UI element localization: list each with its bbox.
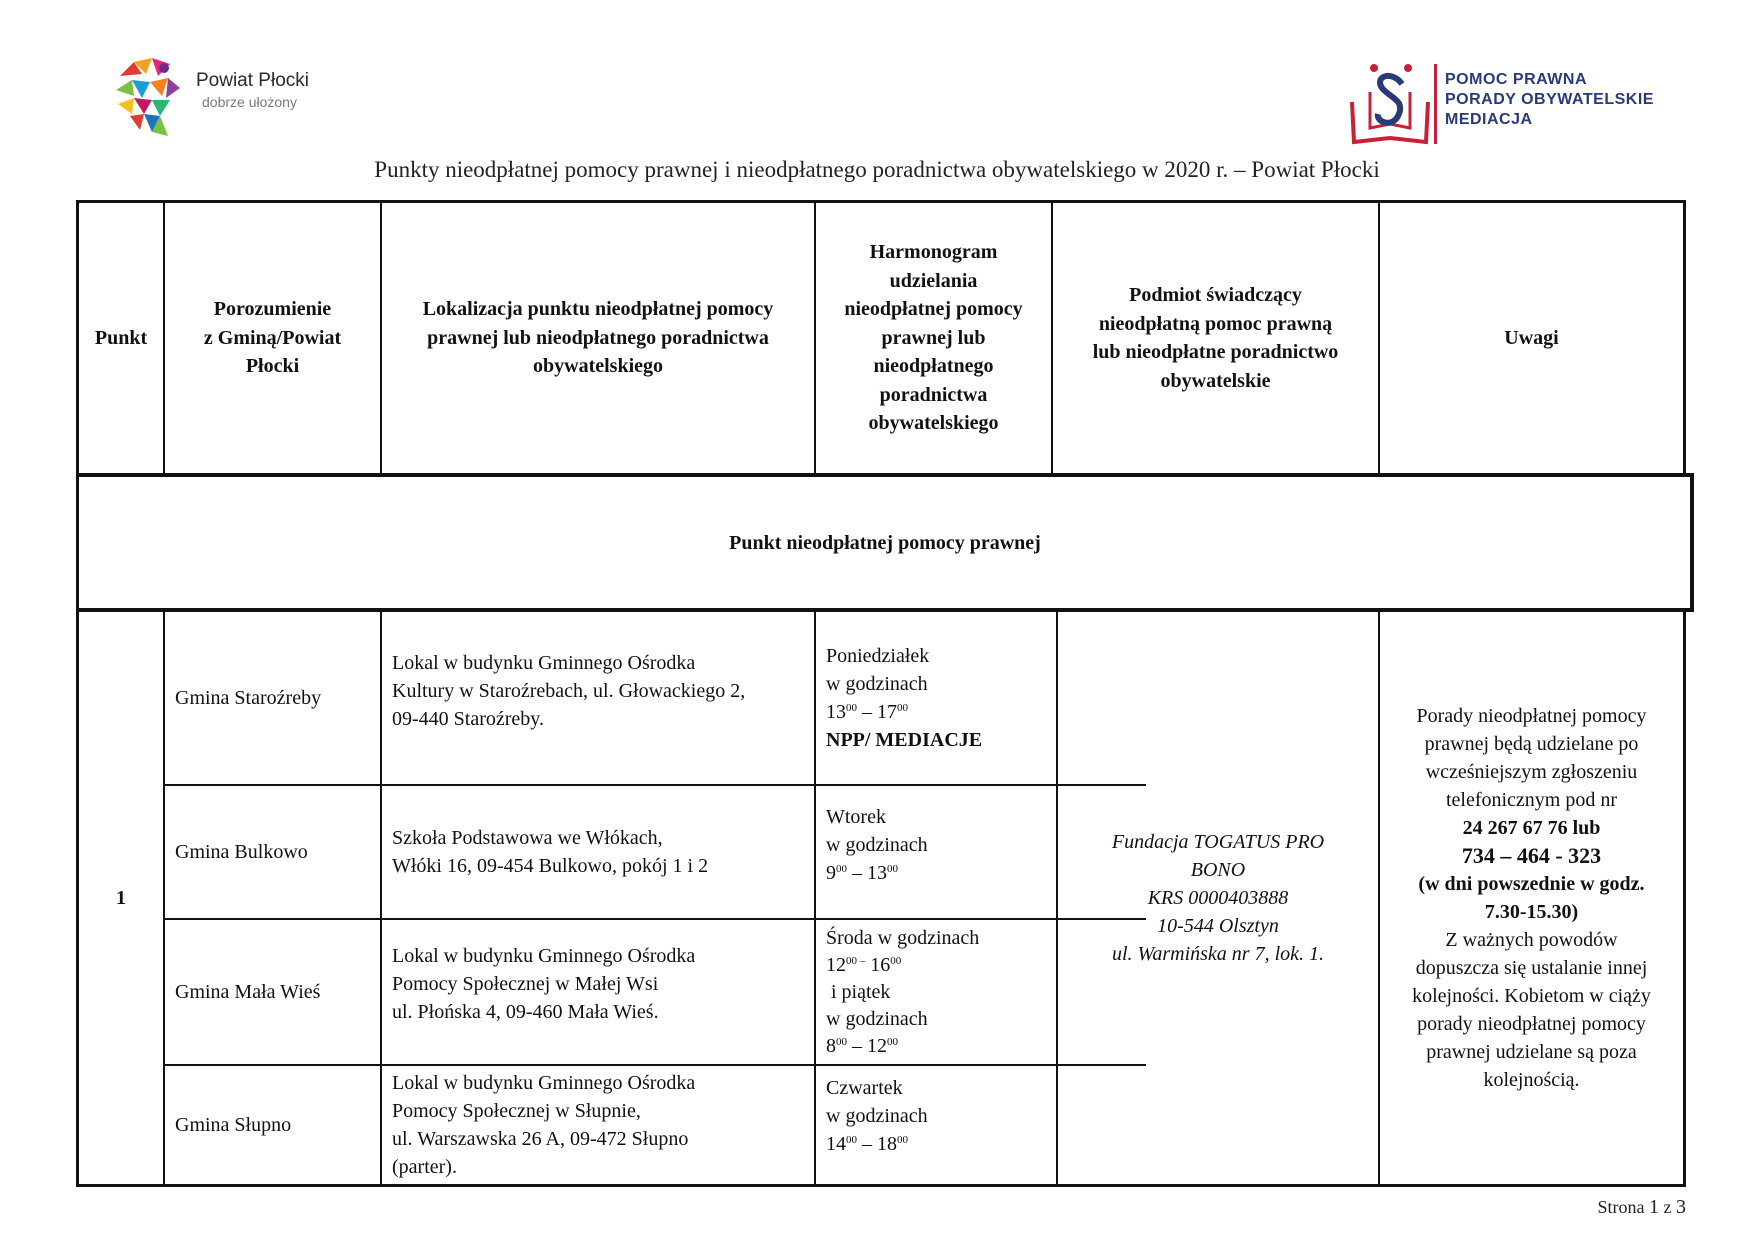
table-row-gmina bbox=[175, 612, 380, 784]
header-podmiot-line: obywatelskie bbox=[1160, 369, 1271, 392]
lokalizacja-line: Włóki 16, 09-454 Bulkowo, pokój 1 i 2 bbox=[392, 855, 709, 877]
provider-line: ul. Warmińska nr 7, lok. 1. bbox=[1111, 943, 1325, 965]
header-harmonogram-line: udzielania bbox=[889, 269, 978, 292]
lokalizacja-line: Lokal w budynku Gminnego Ośrodka bbox=[392, 652, 696, 674]
header-lokalizacja-line: obywatelskiego bbox=[533, 355, 663, 378]
time-end-minutes: 00 bbox=[897, 702, 908, 714]
time-start: 14 bbox=[826, 1133, 846, 1155]
table-row-lokalizacja bbox=[392, 1066, 812, 1184]
provider-line: Fundacja TOGATUS PRO bbox=[1111, 831, 1325, 853]
time-separator: – bbox=[847, 1034, 867, 1057]
schedule-time bbox=[826, 952, 1056, 979]
section-title bbox=[80, 477, 1690, 608]
schedule-hours-label: w godzinach bbox=[826, 673, 928, 695]
table-row-schedule bbox=[826, 786, 1056, 904]
time-end: 18 bbox=[877, 1133, 897, 1155]
notes-line: Porady nieodpłatnej pomocy bbox=[1416, 705, 1647, 727]
table-right-border-top bbox=[1683, 200, 1686, 474]
colorful-eagle-icon bbox=[112, 52, 192, 142]
lokalizacja-line: Kultury w Staroźrebach, ul. Głowackiego 2, bbox=[392, 680, 746, 702]
time-start-minutes: 00 bbox=[846, 1134, 857, 1146]
header-harmonogram-line: nieodpłatnego bbox=[873, 355, 994, 378]
schedule-time-2 bbox=[826, 1033, 1056, 1060]
logo-line-3: MEDIACJA bbox=[1445, 111, 1533, 128]
page-number bbox=[1598, 1196, 1687, 1219]
header-porozumienie-line: Porozumienie bbox=[213, 298, 332, 321]
gmina-name: Gmina Słupno bbox=[175, 1114, 292, 1136]
header-harmonogram-line: poradnictwa bbox=[879, 383, 988, 406]
notes-line: telefonicznym pod nr bbox=[1445, 789, 1618, 811]
header-punkt bbox=[78, 202, 164, 474]
time-separator: – bbox=[857, 1133, 877, 1155]
section-right-border bbox=[1690, 473, 1694, 612]
table-row-lokalizacja bbox=[392, 920, 812, 1048]
page-of: z bbox=[1663, 1197, 1672, 1217]
schedule-day-2: i piątek bbox=[826, 980, 891, 1003]
paragraph-book-icon bbox=[1350, 58, 1440, 148]
notes-line: kolejnością. bbox=[1483, 1069, 1580, 1091]
header-punkt-label: Punkt bbox=[94, 326, 148, 349]
total-pages: 3 bbox=[1676, 1196, 1686, 1218]
section-title-text: Punkt nieodpłatnej pomocy prawnej bbox=[729, 531, 1041, 554]
time-start-minutes: 00 – bbox=[846, 954, 866, 967]
lokalizacja-line: Lokal w budynku Gminnego Ośrodka bbox=[392, 945, 696, 967]
page-label: Strona bbox=[1597, 1197, 1645, 1217]
header-podmiot bbox=[1053, 202, 1378, 474]
header-harmonogram-line: prawnej lub bbox=[881, 326, 986, 349]
table-row-lokalizacja bbox=[392, 612, 812, 770]
header-porozumienie bbox=[165, 202, 380, 474]
table-row-schedule bbox=[826, 1066, 1056, 1166]
gmina-name: Gmina Staroźreby bbox=[175, 687, 322, 709]
header-lokalizacja-line: Lokalizacja punktu nieodpłatnej pomocy bbox=[422, 298, 774, 321]
notes-line: prawnej będą udzielane po bbox=[1424, 733, 1639, 755]
time-start: 12 bbox=[826, 953, 846, 976]
punkt-number-text: 1 bbox=[116, 887, 126, 909]
logo-line-2: PORADY OBYWATELSKIE bbox=[1445, 91, 1654, 108]
header-porozumienie-line: Płocki bbox=[245, 355, 300, 378]
phone-number-1: 24 267 67 76 lub bbox=[1462, 817, 1601, 839]
powiat-plocki-logo bbox=[112, 52, 317, 142]
time-end-minutes: 00 bbox=[887, 1035, 898, 1048]
lokalizacja-line: (parter). bbox=[392, 1156, 457, 1178]
lokalizacja-line: Pomocy Społecznej w Słupnie, bbox=[392, 1100, 641, 1122]
schedule-day: Środa w godzinach bbox=[826, 926, 980, 949]
header-uwagi bbox=[1380, 202, 1683, 474]
notes-line: dopuszcza się ustalanie innej bbox=[1415, 957, 1648, 979]
gmina-name: Gmina Bulkowo bbox=[175, 841, 308, 863]
lokalizacja-line: Pomocy Społecznej w Małej Wsi bbox=[392, 973, 659, 995]
page-title: Punkty nieodpłatnej pomocy prawnej i nieodpłatnego poradnictwa obywatelskiego w 2020 r. – Powiat Płocki bbox=[374, 157, 1380, 182]
notes-line: Z ważnych powodów bbox=[1445, 929, 1618, 951]
time-separator: – bbox=[857, 701, 877, 723]
schedule-time bbox=[826, 698, 1056, 726]
table-row-lokalizacja bbox=[392, 786, 812, 918]
notes-line: wcześniejszym zgłoszeniu bbox=[1425, 761, 1638, 783]
table-row-gmina bbox=[175, 786, 380, 918]
logo-text bbox=[1445, 70, 1654, 130]
hours-line: 7.30-15.30) bbox=[1484, 901, 1579, 923]
table-bottom-border bbox=[76, 1184, 1686, 1187]
schedule-note: NPP/ MEDIACJE bbox=[826, 729, 983, 751]
notes-line: porady nieodpłatnej pomocy bbox=[1417, 1013, 1646, 1035]
schedule-day: Czwartek bbox=[826, 1077, 903, 1099]
lokalizacja-line: 09-440 Staroźreby. bbox=[392, 708, 544, 730]
current-page: 1 bbox=[1649, 1196, 1659, 1218]
header-lokalizacja-line: prawnej lub nieodpłatnego poradnictwa bbox=[427, 326, 769, 349]
time-end: 12 bbox=[867, 1034, 887, 1057]
time-separator: – bbox=[847, 862, 867, 884]
notes-line: kolejności. Kobietom w ciąży bbox=[1412, 985, 1651, 1007]
gmina-name: Gmina Mała Wieś bbox=[175, 981, 321, 1003]
points-table bbox=[76, 200, 1686, 1187]
header-harmonogram bbox=[816, 202, 1051, 474]
logo-line-1: POMOC PRAWNA bbox=[1445, 71, 1587, 88]
table-right-border-body bbox=[1683, 610, 1686, 1187]
phone-number-2: 734 – 464 - 323 bbox=[1461, 843, 1602, 868]
time-start-minutes: 00 bbox=[846, 702, 857, 714]
header-uwagi-label: Uwagi bbox=[1504, 326, 1559, 349]
header-harmonogram-line: obywatelskiego bbox=[868, 412, 999, 435]
table-row-gmina bbox=[175, 920, 380, 1064]
provider-line: BONO bbox=[1190, 859, 1246, 881]
time-end-minutes: 00 bbox=[887, 863, 898, 875]
hours-line: (w dni powszednie w godz. bbox=[1418, 873, 1645, 895]
provider-cell bbox=[1058, 612, 1378, 1184]
time-end: 17 bbox=[877, 701, 897, 723]
lokalizacja-line: Lokal w budynku Gminnego Ośrodka bbox=[392, 1072, 696, 1094]
brand-name: Powiat Płocki bbox=[196, 70, 309, 91]
header-lokalizacja bbox=[382, 202, 814, 474]
lokalizacja-line: Szkoła Podstawowa we Włókach, bbox=[392, 827, 663, 849]
schedule-hours-label: w godzinach bbox=[826, 1105, 928, 1127]
table-row-schedule bbox=[826, 612, 1056, 784]
time-start-minutes: 00 bbox=[836, 863, 847, 875]
notes-line: prawnej udzielane są poza bbox=[1426, 1041, 1637, 1063]
schedule-hours-label: w godzinach bbox=[826, 1007, 928, 1030]
time-start-minutes: 00 bbox=[836, 1035, 847, 1048]
time-start: 9 bbox=[826, 862, 836, 884]
lokalizacja-line: ul. Płońska 4, 09-460 Mała Wieś. bbox=[392, 1001, 659, 1023]
header-porozumienie-line: z Gminą/Powiat bbox=[203, 326, 342, 349]
provider-line: 10-544 Olsztyn bbox=[1157, 915, 1279, 937]
table-row-gmina bbox=[175, 1066, 380, 1184]
schedule-day: Poniedziałek bbox=[826, 645, 930, 667]
schedule-day: Wtorek bbox=[826, 806, 886, 828]
time-end: 16 bbox=[865, 953, 891, 976]
time-end: 13 bbox=[867, 862, 887, 884]
time-start: 13 bbox=[826, 701, 846, 723]
time-end-minutes: 00 bbox=[897, 1134, 908, 1146]
header-harmonogram-line: Harmonogram bbox=[869, 241, 998, 264]
header-podmiot-line: lub nieodpłatne poradnictwo bbox=[1092, 341, 1339, 363]
schedule-hours-label: w godzinach bbox=[826, 834, 928, 856]
time-start: 8 bbox=[826, 1034, 836, 1057]
table-row-schedule bbox=[826, 920, 1056, 1064]
header-harmonogram-line: nieodpłatnej pomocy bbox=[844, 298, 1023, 321]
pomoc-prawna-logo bbox=[1350, 58, 1670, 148]
schedule-time bbox=[826, 859, 1056, 887]
lokalizacja-line: ul. Warszawska 26 A, 09-472 Słupno bbox=[392, 1128, 689, 1150]
header-podmiot-line: Podmiot świadczący bbox=[1129, 284, 1302, 306]
body-divider-2 bbox=[380, 610, 382, 1186]
notes-cell bbox=[1380, 612, 1683, 1184]
punkt-number bbox=[78, 612, 164, 1184]
provider-line: KRS 0000403888 bbox=[1147, 887, 1289, 909]
schedule-time bbox=[826, 1130, 1056, 1158]
header-podmiot-line: nieodpłatną pomoc prawną bbox=[1098, 312, 1333, 335]
body-divider-3 bbox=[814, 610, 816, 1186]
time-end-minutes: 00 bbox=[890, 954, 902, 967]
brand-tagline: dobrze ułożony bbox=[202, 94, 297, 110]
